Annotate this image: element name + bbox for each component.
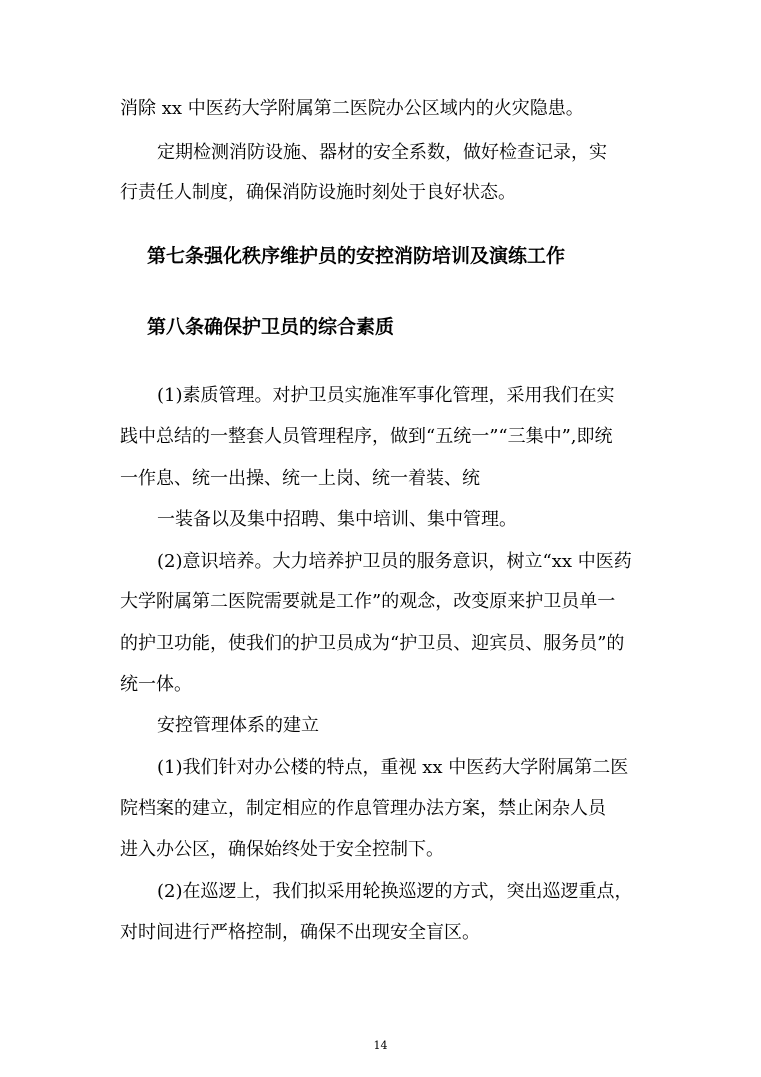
paragraph-line: 一装备以及集中招聘、集中培训、集中管理。: [157, 509, 517, 530]
paragraph-line: 院档案的建立，制定相应的作息管理办法方案，禁止闲杂人员: [120, 798, 606, 819]
paragraph-line: 进入办公区，确保始终处于安全控制下。: [120, 839, 444, 860]
paragraph-line: 的护卫功能，使我们的护卫员成为“护卫员、迎宾员、服务员”的: [120, 633, 625, 654]
paragraph-line: 统一体。: [120, 674, 192, 695]
paragraph-line: 一作息、统一出操、统一上岗、统一着装、统: [120, 468, 480, 489]
paragraph-line: (1)我们针对办公楼的特点，重视 xx 中医药大学附属第二医: [157, 757, 629, 778]
page-number: 14: [373, 1039, 388, 1052]
paragraph-line: 大学附属第二医院需要就是工作”的观念，改变原来护卫员单一: [120, 591, 616, 612]
paragraph-line: 定期检测消防设施、器材的安全系数，做好检查记录，实: [157, 142, 607, 163]
paragraph-line: (2)在巡逻上，我们拟采用轮换巡逻的方式，突出巡逻重点，: [157, 881, 633, 902]
paragraph-line: 安控管理体系的建立: [157, 715, 319, 736]
section-heading: 第八条确保护卫员的综合素质: [147, 316, 395, 338]
paragraph-line: (2)意识培养。大力培养护卫员的服务意识，树立“xx 中医药: [157, 551, 632, 572]
paragraph-line: 践中总结的一整套人员管理程序，做到“五统一”“三集中”,即统: [120, 426, 613, 447]
paragraph-line: 行责任人制度，确保消防设施时刻处于良好状态。: [120, 182, 516, 203]
section-heading: 第七条强化秩序维护员的安控消防培训及演练工作: [147, 245, 566, 267]
paragraph-line: 对时间进行严格控制，确保不出现安全盲区。: [120, 922, 480, 943]
paragraph-line: (1)素质管理。对护卫员实施准军事化管理，采用我们在实: [157, 385, 615, 406]
paragraph-line: 消除 xx 中医药大学附属第二医院办公区域内的火灾隐患。: [120, 98, 584, 119]
